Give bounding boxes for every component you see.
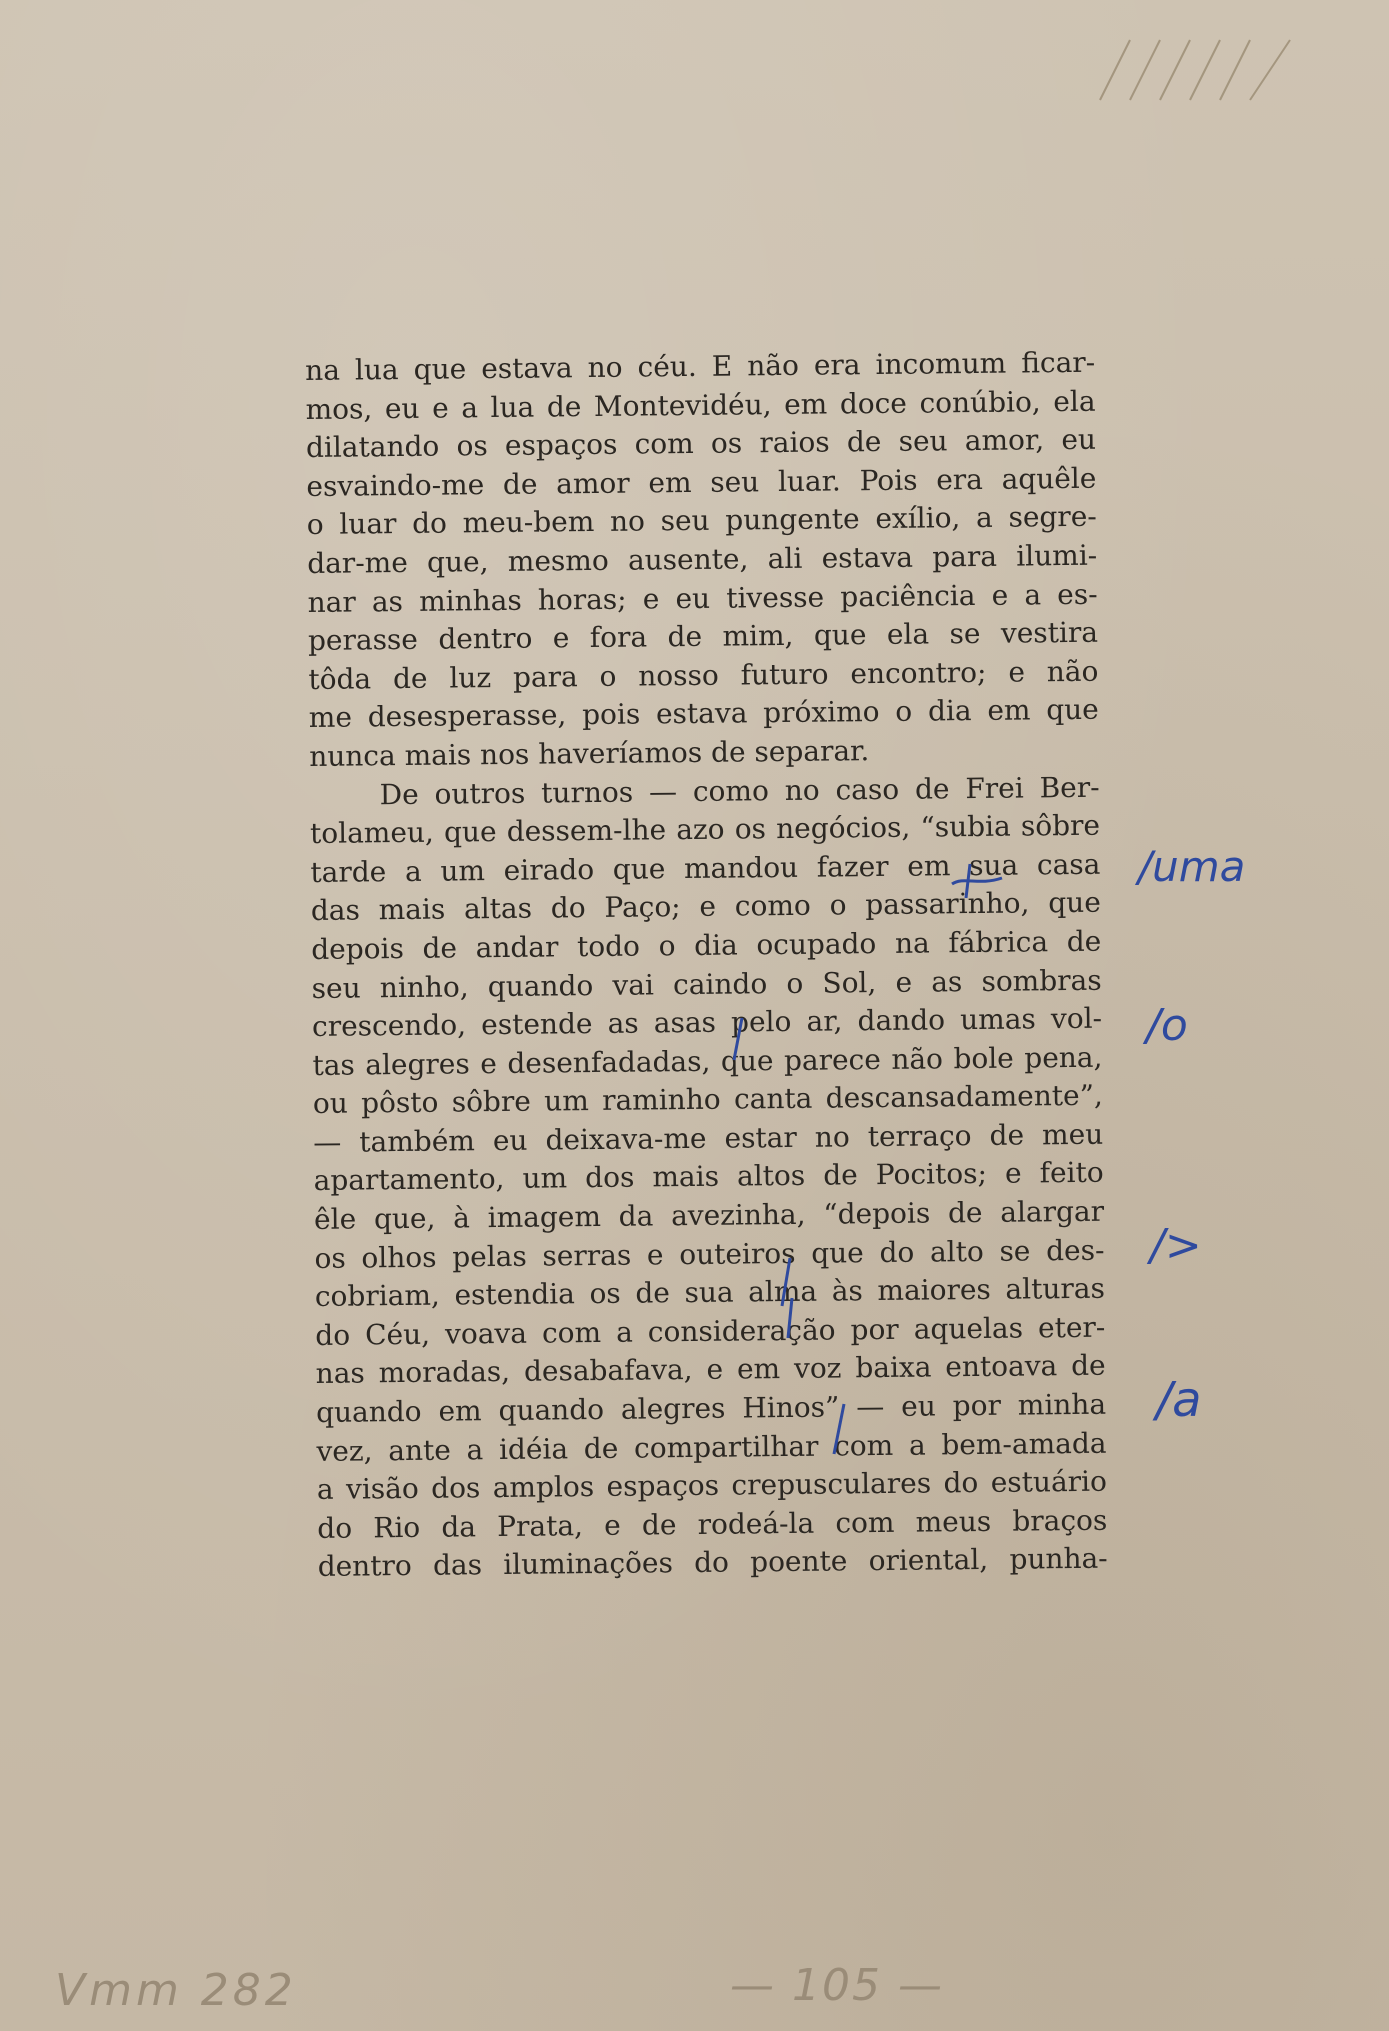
text-line: nar as minhas horas; e eu tivesse paciência e a es- bbox=[307, 577, 1098, 619]
text-line: nunca mais nos haveríamos de separar. bbox=[309, 734, 870, 773]
margin-annotation: /uma bbox=[1138, 842, 1246, 891]
text-line: na lua que estava no céu. E não era incomum ficar- bbox=[305, 345, 1096, 387]
correction-slash-mark bbox=[780, 1294, 800, 1342]
text-line: dentro das iluminações do poente oriental, punha- bbox=[317, 1542, 1108, 1584]
correction-slash-mark bbox=[830, 1400, 850, 1458]
text-line: crescendo, estende as asas pelo ar, dando umas vol- bbox=[311, 1001, 1103, 1044]
text-line: nas moradas, desabafava, e em voz baixa entoava de bbox=[315, 1349, 1106, 1391]
text-line: êle que, à imagem da avezinha, “depois de alargar bbox=[313, 1194, 1105, 1237]
text-line: ou pôsto sôbre um raminho canta descansadamente”, bbox=[312, 1078, 1104, 1121]
text-line: o luar do meu-bem no seu pungente exílio, a segre- bbox=[306, 500, 1097, 542]
text-line: seu ninho, quando vai caindo o Sol, e as sombras bbox=[311, 963, 1102, 1005]
pencil-shelfmark: Vmm 282 bbox=[55, 1965, 297, 2016]
correction-strike-mark bbox=[948, 858, 1008, 902]
text-line: tôda de luz para o nosso futuro encontro; e não bbox=[308, 654, 1099, 696]
text-line: — também eu deixava-me estar no terraço de meu bbox=[313, 1117, 1104, 1159]
text-line: a visão dos amplos espaços crepusculares do estuário bbox=[316, 1464, 1108, 1507]
text-line: tolameu, que dessem-lhe azo os negócios, “subia sôbre bbox=[309, 808, 1101, 851]
body-text bbox=[305, 344, 1108, 1587]
text-line: dar-me que, mesmo ausente, ali estava para ilumi- bbox=[307, 538, 1098, 580]
text-line: dilatando os espaços com os raios de seu amor, eu bbox=[305, 422, 1097, 465]
text-line: De outros turnos — como no caso de Frei Ber- bbox=[379, 770, 1100, 811]
text-line: do Rio da Prata, e de rodeá-la com meus braços bbox=[317, 1503, 1108, 1545]
text-line: das mais altas do Paço; e como o passarinho, que bbox=[310, 886, 1101, 928]
text-line: tas alegres e desenfadadas, que parece não bole pena, bbox=[312, 1040, 1103, 1082]
page-number: — 105 — bbox=[730, 1960, 944, 2011]
correction-slash-mark bbox=[728, 1014, 748, 1064]
text-line: mos, eu e a lua de Montevidéu, em doce conúbio, ela bbox=[305, 384, 1096, 426]
text-line: vez, ante a idéia de compartilhar com a bem-amada bbox=[316, 1426, 1107, 1468]
margin-annotation: /a bbox=[1156, 1372, 1202, 1428]
margin-annotation: /> bbox=[1150, 1220, 1202, 1271]
text-line: os olhos pelas serras e outeiros que do alto se des- bbox=[314, 1233, 1105, 1275]
text-line: cobriam, estendia os de sua alma às maiores alturas bbox=[314, 1271, 1106, 1314]
text-line: tarde a um eirado que mandou fazer em sua casa bbox=[310, 847, 1101, 889]
text-line: esvaindo-me de amor em seu luar. Pois era aquêle bbox=[306, 461, 1097, 503]
text-line: apartamento, um dos mais altos de Pocitos; e feito bbox=[313, 1156, 1104, 1198]
text-line: depois de andar todo o dia ocupado na fábrica de bbox=[311, 924, 1102, 966]
text-line: quando em quando alegres Hinos” — eu por minha bbox=[315, 1387, 1107, 1429]
text-line: do Céu, voava com a consideração por aquelas eter- bbox=[315, 1310, 1106, 1352]
text-line: me desesperasse, pois estava próximo o dia em que bbox=[308, 693, 1099, 735]
pencil-hatch-mark bbox=[1090, 30, 1310, 110]
text-line: perasse dentro e fora de mim, que ela se vestira bbox=[307, 615, 1099, 658]
margin-annotation: /o bbox=[1146, 1000, 1188, 1051]
